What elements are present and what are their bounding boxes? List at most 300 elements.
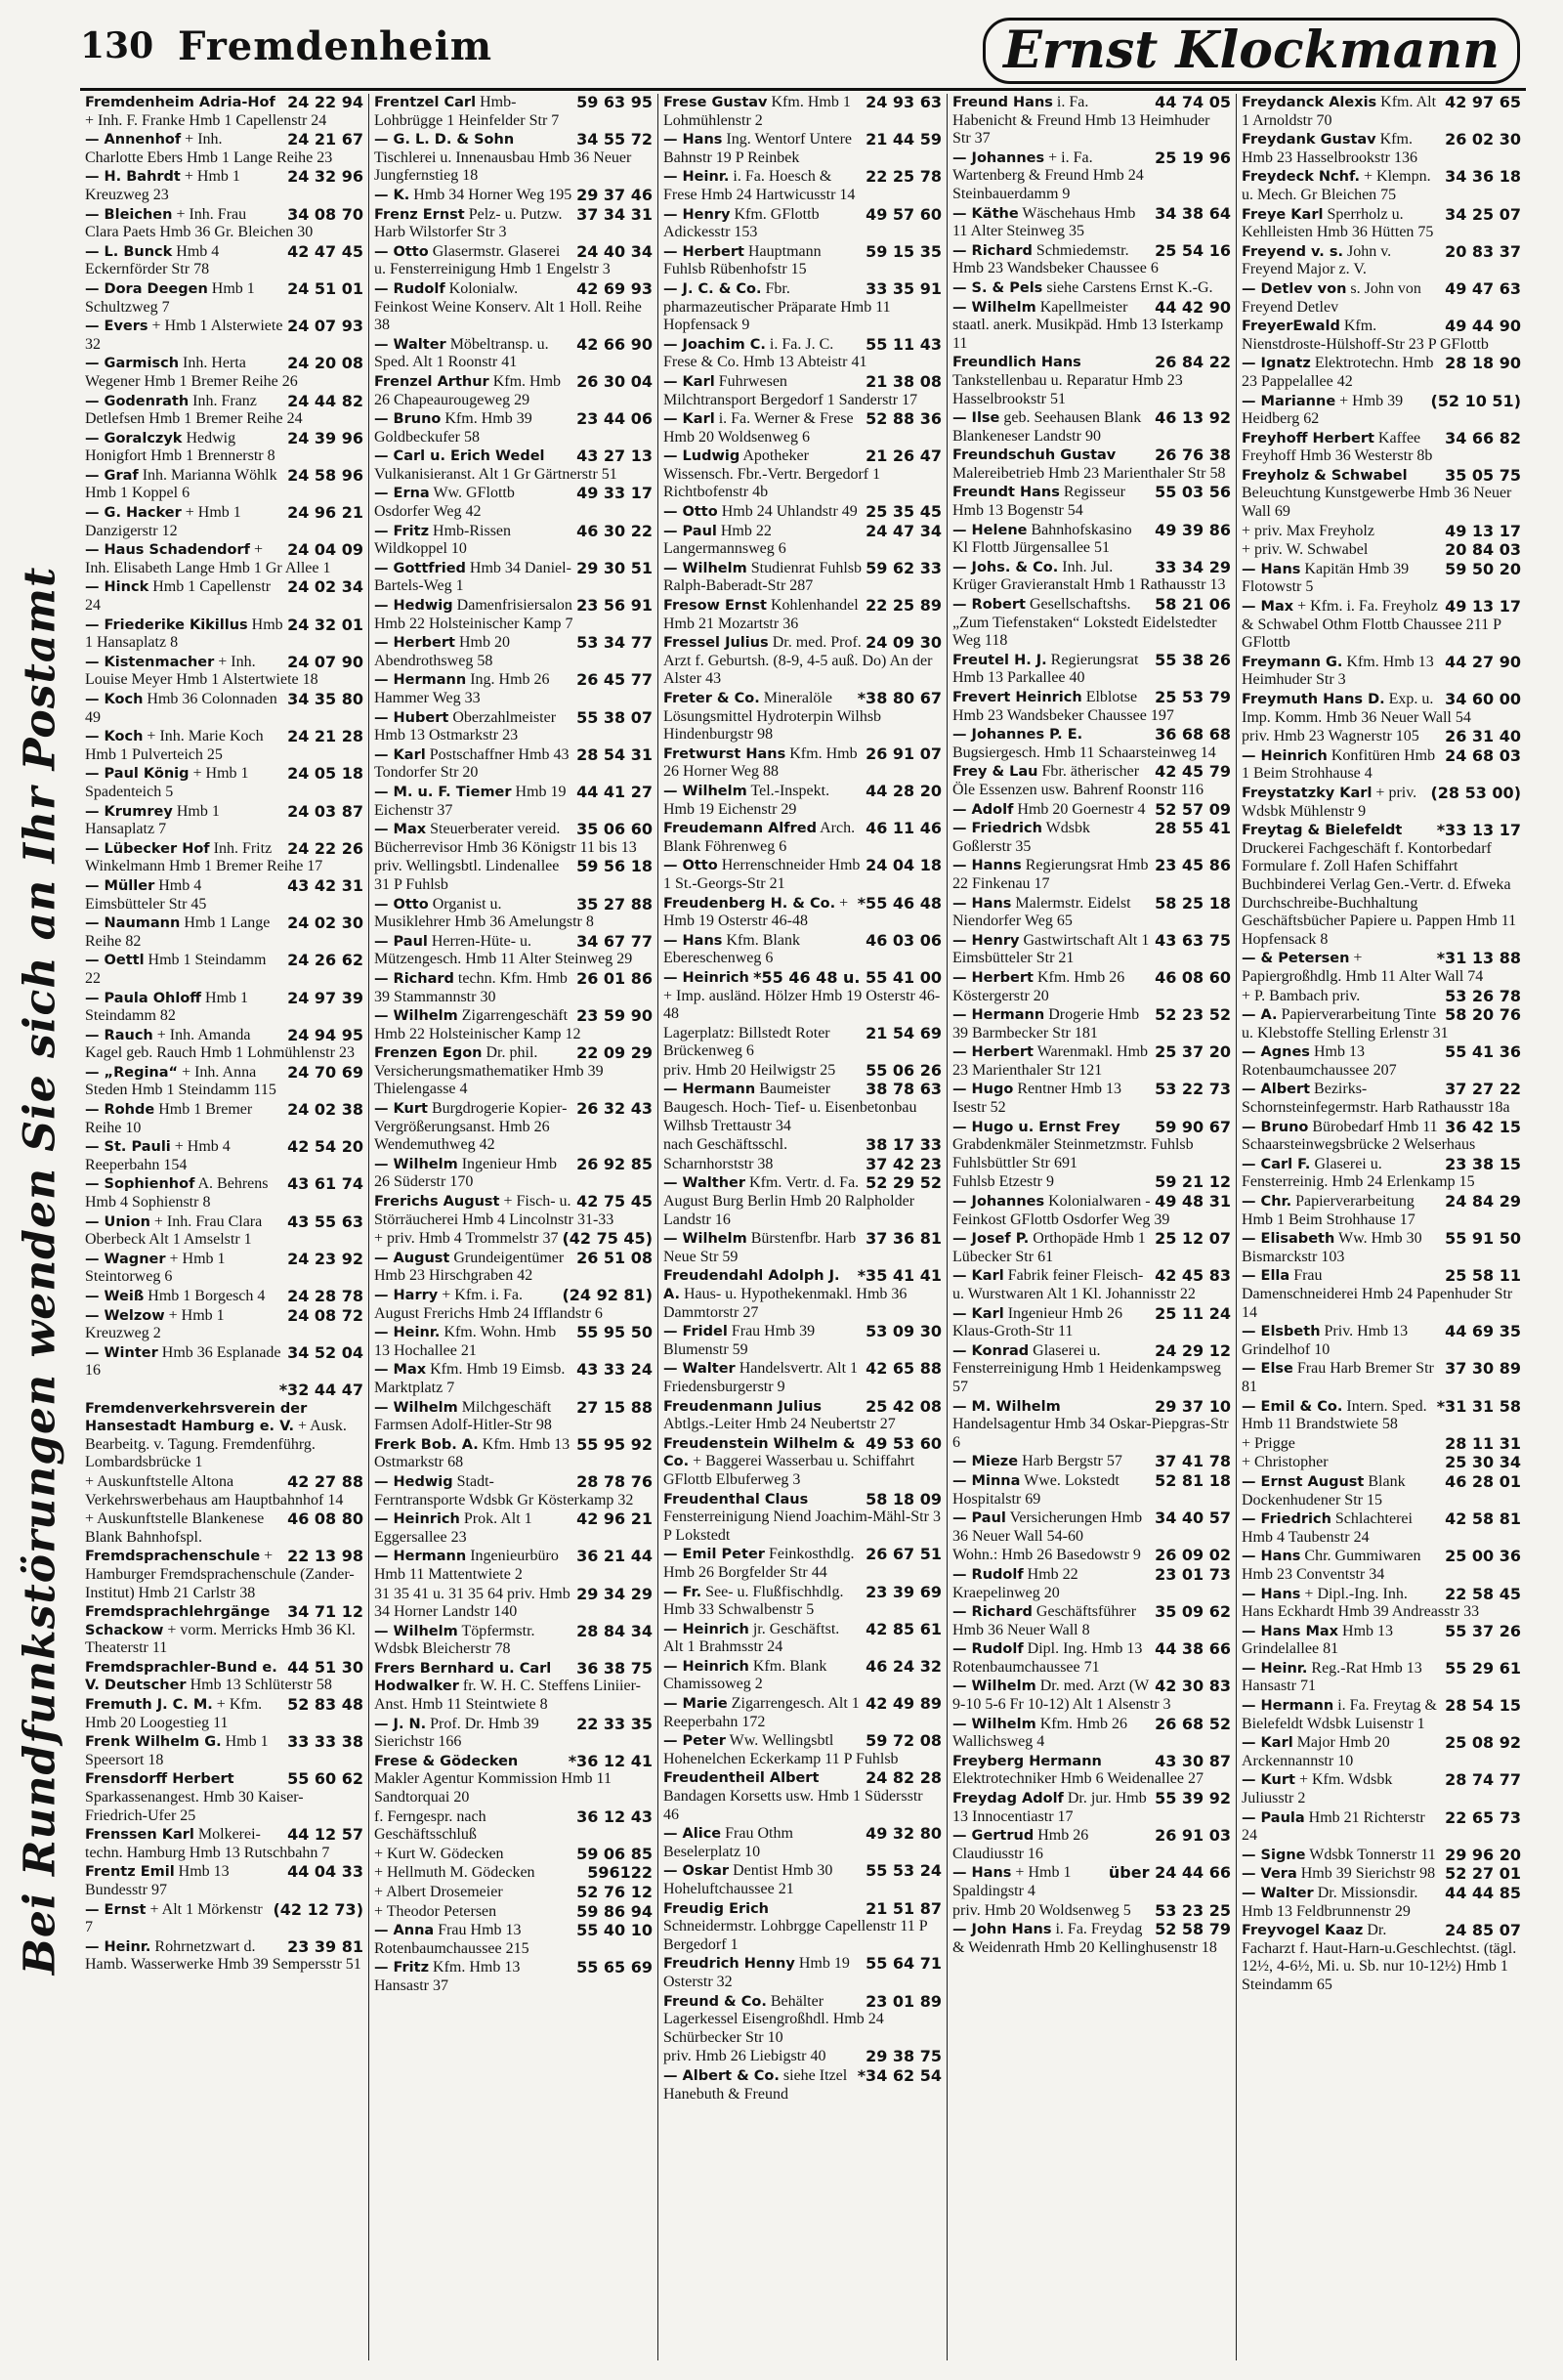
entry-phone: 596122 [587,1863,653,1883]
entry-name: — Paula [1242,1809,1305,1826]
entry-details: + Papiergroßhdlg. Hmb 11 Alter Wall 74 [1242,950,1484,985]
directory-entry [952,522,1231,558]
directory-column [80,94,369,2360]
entry-name: — Hermann [374,1549,467,1565]
entry-name: — Hermann [374,672,467,689]
entry-details: fr. W. H. C. Steffens Liniier-Anst. Hmb 11 Steintwiete 8 [374,1678,641,1714]
directory-entry [374,1716,653,1752]
entry-name: Freundt Hans [952,485,1060,501]
entry-name: — Josef P. [952,1231,1030,1248]
entry-phone: 44 69 35 [1445,1322,1521,1341]
entry-phone: 58 18 09 [866,1489,942,1509]
entry-phone: 24 47 34 [866,521,942,540]
directory-entry [1242,1473,1521,1509]
directory-entry [374,896,653,932]
entry-details: Malermstr. Eidelst Niendorfer Weg 65 [952,894,1131,930]
directory-entry [1242,1435,1521,1454]
directory-entry [663,1025,942,1061]
entry-details: Hmb 34 Daniel-Bartels-Weg 1 [374,559,571,595]
entry-name: — Ernst August [1242,1473,1365,1490]
entry-details: + Hmb 1 Spaldingstr 4 [952,1864,1072,1899]
entry-phone: 24 70 69 [287,1062,363,1082]
directory-entry [85,1548,363,1602]
entry-details: Konfitüren Hmb 1 Beim Strohhause 4 [1242,746,1436,783]
entry-details: i. Fa. Hoesch & Frese Hmb 24 Hartwicusstr 14 [663,168,856,203]
entry-details: Kaffee Freyhoff Hmb 36 Westerstr 8b [1242,429,1433,465]
entry-name: — Johs. & Co. [952,559,1059,575]
directory-entry [1242,1771,1521,1807]
directory-entry [952,652,1231,688]
entry-details: Hmb 21 Richterstr 24 [1242,1808,1425,1845]
entry-details: + Inh. Louise Meyer Hmb 1 Alstertwiete 18 [85,653,318,689]
entry-details: + Inh. Anna Steden Hmb 1 Steindamm 115 [85,1063,276,1099]
entry-phone: 35 05 75 [1445,465,1521,485]
entry-phone: 53 26 78 [1445,986,1521,1005]
entry-details: Hmb 20 Goernestr 4 [1017,800,1146,818]
directory-entry [663,1267,942,1322]
entry-phone: 53 34 77 [576,633,653,653]
entry-name: Freudemann Alfred [663,821,817,837]
entry-phone: 26 91 03 [1155,1826,1231,1846]
directory-entry [374,1287,653,1323]
entry-details: priv. Hmb 23 Wagnerstr 105 [1242,728,1419,745]
entry-phone: 34 25 07 [1445,204,1521,224]
directory-entry [374,1884,653,1902]
entry-phone: 23 01 89 [866,1991,942,2011]
entry-phone: 59 06 85 [576,1844,653,1863]
directory-entry [663,1062,942,1081]
entry-name: — Alice [663,1826,722,1843]
entry-name: — Heinrich [1242,747,1328,764]
directory-entry [1242,1865,1521,1884]
entry-details: + Hellmuth M. Gödecken [374,1864,535,1882]
entry-name: — Union [85,1213,150,1230]
entry-name: — S. & Pels [952,279,1043,296]
entry-name: — Johannes P. E. [952,727,1083,744]
entry-phone: 52 88 36 [866,409,942,429]
entry-phone: 44 44 85 [1445,1884,1521,1902]
entry-phone: 24 08 72 [287,1305,363,1325]
entry-details: Kfm. Hmb 26 Köstergerstr 20 [952,968,1125,1004]
entry-phone: 24 21 67 [287,130,363,149]
entry-name: — Ludwig [663,448,740,465]
entry-phone: 42 49 89 [866,1694,942,1714]
directory-entry [952,1921,1231,1957]
entry-name: — Oettl [85,953,145,969]
directory-entry [1242,1043,1521,1080]
directory-entry [952,1753,1231,1789]
entry-details: + Alt 1 Mörkenstr 7 [85,1900,263,1936]
entry-phone: *34 62 54 [857,2065,942,2085]
entry-name: Freudentheil Albert [663,1770,820,1787]
directory-entry [663,1769,942,1824]
directory-column [1237,94,1526,2360]
entry-name: — Otto [374,896,429,913]
entry-name: — M. u. F. Tiemer [374,784,512,800]
directory-entry [952,726,1231,762]
entry-phone: 52 81 18 [1155,1470,1231,1490]
entry-details: priv. Hmb 20 Heilwigstr 25 [663,1061,836,1079]
entry-details: Hmb 1 Lange Reihe 82 [85,914,271,950]
directory-entry [663,447,942,502]
entry-details: Steuerberater vereid. Bücherrevisor Hmb 36 Königstr 11 bis 13 [374,821,637,856]
entry-details: Tankstellenbau u. Reparatur Hmb 23 Hasselbrookstr 51 [952,371,1183,407]
entry-details: + Hmb 39 Heidberg 62 [1242,392,1404,428]
directory-entry [1242,1548,1521,1584]
directory-entry [1242,654,1521,690]
entry-name: — Paul [374,933,428,950]
entry-name: — Paul [952,1510,1006,1527]
entry-phone: 42 97 65 [1445,94,1521,111]
directory-entry [374,1361,653,1397]
entry-phone: 49 13 17 [1445,521,1521,540]
directory-entry [663,895,942,931]
entry-phone: 24 82 28 [866,1768,942,1788]
directory-entry [85,1733,363,1769]
entry-name: — Fritz [374,1960,430,1976]
entry-phone: 52 29 52 [866,1173,942,1193]
entry-phone: 49 13 17 [1445,597,1521,616]
entry-phone: *38 80 67 [857,689,942,707]
entry-details: Exp. u. Imp. Komm. Hmb 36 Neuer Wall 54 [1242,691,1471,726]
entry-details: Prof. Dr. Hmb 39 Sierichstr 166 [374,1715,539,1751]
directory-entry [663,783,942,819]
directory-entry [1242,430,1521,466]
directory-entry [952,94,1231,149]
entry-details: Ingenieurbüro Hmb 11 Mattentwiete 2 [374,1548,559,1583]
directory-entry [85,914,363,951]
directory-entry [85,280,363,317]
directory-entry [663,1323,942,1359]
entry-name: Frenzel Arthur [374,373,489,390]
directory-entry [374,187,653,205]
entry-name: — Wilhelm [374,1623,458,1639]
entry-phone: 26 84 22 [1155,353,1231,372]
side-banner [6,469,74,2071]
entry-phone: 24 20 08 [287,354,363,373]
entry-phone: 36 38 75 [576,1658,653,1678]
entry-name: — Godenrath [85,393,190,409]
entry-name: — Herbert [374,635,455,652]
entry-phone: 52 23 52 [1155,1005,1231,1025]
entry-details: Haus- u. Hypothekenmakl. Hmb 36 Dammtorstr 27 [663,1286,908,1321]
directory-entry [1242,1156,1521,1192]
directory-entry [85,840,363,876]
entry-name: Freymann G. [1242,654,1343,670]
entry-name: — Robert [952,597,1026,614]
entry-details: Geschäftsführer Hmb 36 Neuer Wall 8 [952,1603,1137,1638]
directory-entry [663,1900,942,1955]
directory-entry [1242,1697,1521,1733]
entry-name: — Agnes [1242,1044,1310,1061]
entry-details: Regisseur Hmb 13 Bogenstr 54 [952,484,1125,520]
entry-phone: 37 30 89 [1445,1359,1521,1379]
entry-phone: 58 25 18 [1155,893,1231,913]
entry-phone: 24 05 18 [287,764,363,784]
entry-name: — Friedrich [952,821,1042,837]
entry-phone: 26 02 30 [1445,130,1521,149]
entry-phone: 59 62 33 [866,558,942,577]
directory-entry [1242,318,1521,354]
entry-details: + Hmb 1 Danzigerstr 12 [85,504,241,539]
directory-entry [952,1472,1231,1509]
entry-details: + Hmb 1 Kreuzweg 23 [85,168,240,203]
directory-entry [663,597,942,633]
entry-details: Hmb 4 Eimsbütteler Str 45 [85,876,207,913]
entry-name: Frenzen Egon [374,1045,483,1062]
directory-entry [952,1678,1231,1714]
directory-entry [374,1230,653,1249]
entry-details: Feinkosthdlg. Hmb 26 Borgfelder Str 44 [663,1546,855,1581]
entry-details: nach Geschäftsschl. [663,1136,788,1154]
directory-entry [1242,243,1521,279]
entry-details: Glaserei u. Fensterreinigung Hmb 1 Heidenkampsweg 57 [952,1341,1222,1395]
entry-phone: 24 84 29 [1445,1192,1521,1211]
entry-phone: 55 29 61 [1445,1658,1521,1678]
entry-name: — Heinr. [85,1938,151,1955]
directory-entry [663,94,942,130]
entry-phone: 34 60 00 [1445,690,1521,708]
entry-phone: 37 42 23 [866,1154,942,1173]
entry-details: Hmb 1 Borgesch 4 [148,1288,266,1304]
directory-entry [952,857,1231,893]
entry-details: Hmb-Rissen Wildkoppel 10 [374,522,512,558]
directory-entry [374,634,653,670]
entry-details: Vulkanisieranst. Alt 1 Gr Gärtnerstr 51 [374,465,617,483]
entry-details: + Dipl.-Ing. Inh. Hans Eckhardt Hmb 39 Andreasstr 33 [1242,1585,1480,1621]
entry-name: — Johannes [952,1194,1045,1211]
directory-entry [952,1566,1231,1602]
directory-entry [1242,1119,1521,1155]
entry-details: Kfm. Nienstdroste-Hülshoff-Str 23 P GFlottb [1242,318,1489,353]
entry-phone: 53 22 73 [1155,1080,1231,1099]
directory-entry [952,1193,1231,1229]
directory-entry [1242,1323,1521,1359]
entry-phone: 55 38 26 [1155,650,1231,669]
directory-entry [1242,822,1521,949]
directory-entry [85,1770,363,1825]
entry-phone: 49 48 31 [1155,1192,1231,1211]
entry-details: Apotheker Wissensch. Fbr.-Vertr. Bergedorf 1 Richtbofenstr 4b [663,447,881,501]
entry-name: — John Hans [952,1922,1052,1938]
entry-phone: 42 47 45 [287,241,363,261]
entry-details: + Inh. Marie Koch Hmb 1 Pulverteich 25 [85,728,264,763]
entry-details: Wdsbk Goßlerstr 35 [952,820,1090,855]
directory-entry [374,1903,653,1922]
entry-phone: 42 66 90 [576,334,653,354]
entry-details: Arch. Blank Föhrenweg 6 [663,820,856,855]
entry-details: Frau Othm Beselerplatz 10 [663,1825,793,1860]
entry-details: i. Fa. J. C. Frese & Co. Hmb 13 Abteistr 41 [663,335,867,371]
entry-phone: 34 71 12 [287,1602,363,1622]
directory-entry [85,765,363,801]
entry-name: — Karl [952,1305,1004,1322]
entry-details: + Kfm. i. Fa. Freyholz & Schwabel Othm Flottb Chaussee 211 P GFlottb [1242,598,1501,652]
entry-phone: 46 08 80 [287,1509,363,1529]
entry-phone: 55 95 50 [576,1323,653,1342]
directory-entry [85,691,363,727]
directory-entry [663,1862,942,1898]
entry-details: Grundeigentümer Hmb 23 Hirschgraben 42 [374,1249,565,1285]
entry-phone: 29 96 20 [1445,1845,1521,1864]
entry-details: Fensterreinigung Niend Joachim-Mähl-Str 3 P Lokstedt [663,1509,941,1544]
entry-details: Dr. med. Arzt (W 9-10 5-6 Fr 10-12) Alt 1 Alsenstr 3 [952,1678,1171,1714]
entry-phone: 44 51 30 [287,1657,363,1677]
directory-entry [1242,1006,1521,1042]
entry-phone: 36 12 43 [576,1806,653,1826]
entry-name: — Wilhelm [374,1156,458,1172]
entry-details: Hmb-Lohbrügge 1 Heinfelder Str 7 [374,94,560,129]
entry-name: — Friederike Kikillus [85,616,248,633]
entry-name: — Ignatz [1242,356,1311,372]
directory-entry [85,1213,363,1250]
entry-name: — St. Pauli [85,1139,171,1156]
page-number: 130 [80,25,154,66]
entry-phone: 43 55 63 [287,1211,363,1231]
entry-details: Wdsbk Tonnerstr 11 [1309,1846,1436,1863]
entry-phone: 59 63 95 [576,94,653,111]
entry-details: Druckerei Fachgeschäft f. Kontorbedarf Formulare f. Zoll Hafen Schiffahrt Buchbinderei Verlag Gen.-Vertr. d. Efweka Durchschreibe-Buchhaltung Geschäftsbücher Papiere u. Pappen Hmb 11 Hopfensack 8 [1242,839,1517,948]
directory-entry [85,541,363,577]
entry-details: + P. Bambach priv. [1242,987,1361,1004]
entry-details: Hmb 36 Colonnaden 49 [85,691,277,726]
directory-entry [374,1044,653,1099]
entry-details: Dentist Hmb 30 Hoheluftchaussee 21 [663,1862,833,1897]
entry-details: Baumeister Baugesch. Hoch- Tief- u. Eisenbetonbau Wilhsb Trettaustr 34 [663,1081,917,1134]
directory-entry [85,952,363,988]
entry-details: priv. Wellingsbtl. Lindenallee 31 P Fuhlsb [374,858,560,893]
directory-column [658,94,948,2360]
entry-details: Milchgeschäft Farmsen Adolf-Hitler-Str 98 [374,1398,552,1434]
entry-name: — Kistenmacher [85,654,215,670]
entry-name: — Gertrud [952,1828,1035,1845]
directory-entry [663,932,942,968]
entry-phone: 25 54 16 [1155,240,1231,260]
entry-name: — H. Bahrdt [85,169,181,186]
entry-details: + Hamburger Fremdsprachenschule (Zander-Institut) Hmb 21 Carlstr 38 [85,1548,355,1601]
entry-details: Lagerplatz: Billstedt Roter Brückenweg 6 [663,1024,830,1060]
entry-name: — Heinrich [663,1621,749,1637]
entry-phone: 21 26 47 [866,446,942,466]
directory-entry [85,1288,363,1306]
directory-entry [663,1360,942,1396]
entry-details: Fuhlsb Etzestr 9 [952,1173,1054,1191]
directory-entry [85,803,363,839]
entry-phone: 21 51 87 [866,1898,942,1918]
entry-details: + Inh. Frau Clara Paets Hmb 36 Gr. Bleichen 30 [85,205,314,241]
entry-details: Hmb 1 Steindamm 22 [85,952,267,987]
directory-entry [85,616,363,653]
entry-details: techn. Kfm. Hmb 39 Stammannstr 30 [374,969,568,1005]
directory-entry [952,446,1231,483]
entry-name: — & Petersen [1242,951,1350,967]
directory-entry [952,1716,1231,1752]
entry-name: — Albert [1242,1082,1311,1098]
entry-name: — Graf [85,467,139,484]
entry-details: s. John von Freyend Detlev [1242,279,1421,316]
entry-details: Dr. med. Prof. Arzt f. Geburtsh. (8-9, 4-5 auß. Do) An der Alster 43 [663,634,933,688]
directory-entry [1242,168,1521,204]
entry-details: Schmiedemstr. Hmb 23 Wandsbeker Chaussee 6 [952,241,1159,277]
directory-entry [374,1660,653,1715]
directory-entry [663,280,942,335]
entry-details: Ing. Hmb 26 Hammer Weg 33 [374,671,550,706]
directory-entry [663,2067,942,2104]
entry-name: Freudenstein Wilhelm & Co. [663,1435,856,1470]
entry-details: Frau Hmb 39 Blumenstr 59 [663,1323,816,1358]
entry-details: Hmb 22 Kraepelinweg 20 [952,1565,1078,1601]
entry-name: Freytag & Bielefeldt [1242,823,1403,839]
entry-name: — Hans [952,895,1012,912]
entry-details: + Hmb 1 Alsterwiete 32 [85,318,283,353]
entry-name: — Paul König [85,766,190,783]
entry-details: Hmb 36 Esplanade 16 [85,1343,281,1380]
entry-details: + Baggerei Wasserbau u. Schiffahrt GFlottb Elbuferweg 3 [663,1453,915,1488]
directory-entry [952,1119,1231,1173]
entry-phone: 25 11 24 [1155,1303,1231,1323]
directory-entry [952,689,1231,725]
entry-details: Malereibetrieb Hmb 23 Marienthaler Str 58 [952,464,1226,482]
entry-phone: *32 44 47 [278,1380,363,1399]
entry-phone: 23 44 06 [576,409,653,429]
entry-name: — Hermann [952,1007,1045,1024]
entry-phone: 34 38 64 [1155,203,1231,223]
entry-name: Freudenmann Julius [663,1398,823,1415]
directory-entry [663,1621,942,1657]
entry-phone: 43 30 87 [1155,1751,1231,1770]
entry-phone: 34 40 57 [1155,1509,1231,1528]
entry-name: — Welzow [85,1307,165,1324]
directory-column [948,94,1237,2360]
entry-details: Hmb 1 Schultzweg 7 [85,279,255,316]
directory-entry [374,821,653,857]
entry-details: Bugsiergesch. Hmb 11 Schaarsteinweg 14 [952,744,1216,761]
directory-entry [663,1156,942,1174]
entry-name: — Müller [85,877,155,894]
entry-name: Frenssen Karl [85,1827,194,1844]
entry-phone: 22 09 29 [576,1043,653,1063]
directory-entry [85,1603,363,1658]
directory-entry [374,933,653,969]
entry-details: priv. Hmb 20 Woldsenweg 5 [952,1901,1131,1919]
entry-name: — Paul [663,523,717,539]
entry-details: Elektrotechn. Hmb 23 Pappelallee 42 [1242,355,1434,390]
entry-details: Kfm. Hmb 1 Lohmühlenstr 2 [663,94,851,129]
entry-details: + Inh. Charlotte Ebers Hmb 1 Lange Reihe 23 [85,131,333,166]
directory-entry [952,299,1231,354]
entry-phone: 43 63 75 [1155,930,1231,950]
directory-entry [663,1398,942,1434]
directory-entry [663,1732,942,1768]
directory-entry [1242,280,1521,317]
entry-details: + Prigge [1242,1434,1295,1452]
entry-name: Freundlich Hans [952,355,1081,371]
entry-name: Freudenthal Claus [663,1491,809,1508]
directory-entry [1242,1193,1521,1229]
entry-phone: 28 84 34 [576,1621,653,1640]
entry-details: Tel.-Inspekt. Hmb 19 Eichenstr 29 [663,782,830,818]
entry-phone: 42 65 88 [866,1359,942,1379]
directory-entry [1242,1510,1521,1547]
entry-phone: 24 39 96 [287,428,363,447]
entry-name: — Fridel [663,1324,728,1340]
entry-details: + Inh. Amanda Kagel geb. Rauch Hmb 1 Lohmühlenstr 23 [85,1026,355,1062]
entry-name: — Winter [85,1344,158,1361]
entry-phone: 24 94 95 [287,1025,363,1044]
entry-details: Papierverarbeitung Tinte u. Klebstoffe Stelling Erlenstr 31 [1242,1006,1449,1041]
entry-phone: 44 41 27 [576,782,653,801]
entry-details: siehe Carstens Ernst K.-G. [1046,278,1213,296]
